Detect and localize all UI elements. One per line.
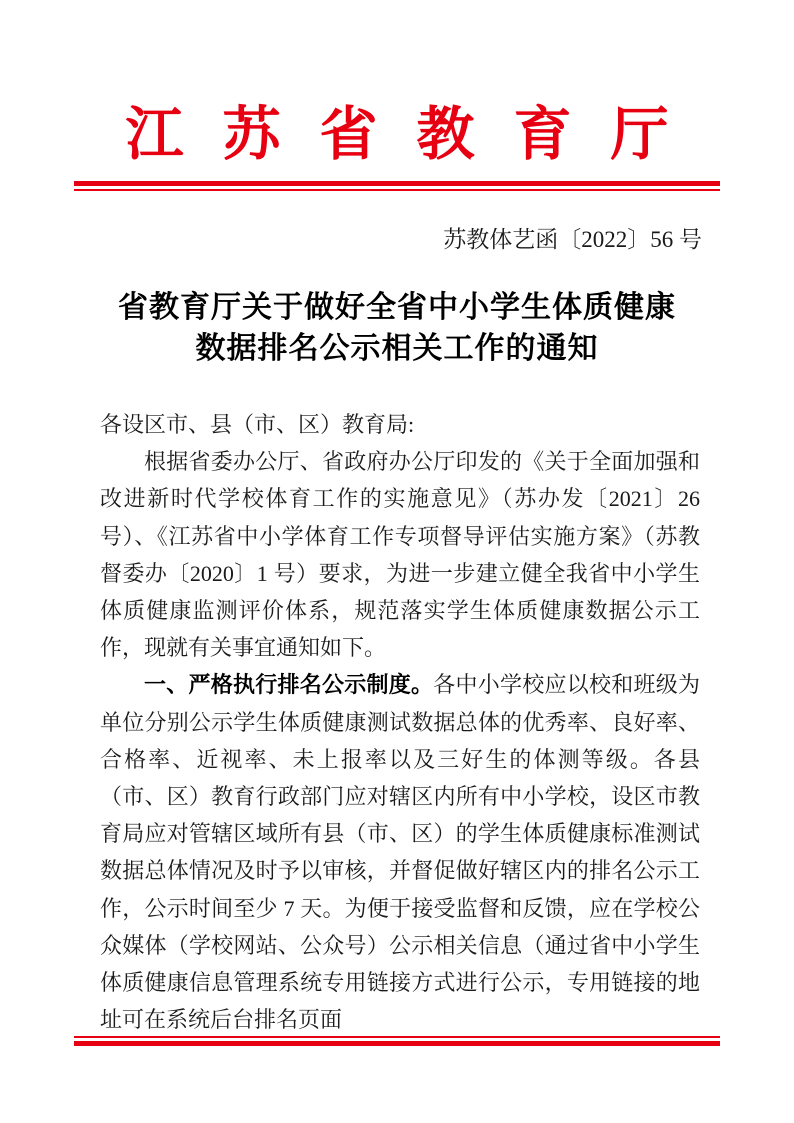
- letterhead: [0, 98, 794, 180]
- salutation: 各设区市、县（市、区）教育局:: [100, 412, 415, 437]
- paragraph-basis: 根据省委办公厅、省政府办公厅印发的《关于全面加强和改进新时代学校体育工作的实施意见》（苏办发〔2021〕26 号）、《江苏省中小学体育工作专项督导评估实施方案》（苏教督委办〔2020〕1 号）要求，为进一步建立健全我省中小学生体质健康监测评价体系，规范落实学生体质健康数据公示工作，现就有关事宜通知如下。: [100, 449, 700, 661]
- section1-text: 各中小学校应以校和班级为单位分别公示学生体质健康测试数据总体的优秀率、良好率、合格率、近视率、未上报率以及三好生的体测等级。各县（市、区）教育行政部门应对辖区内所有中小学校，设区市教育局应对管辖区域所有县（市、区）的学生体质健康标准测试数据总体情况及时予以审核，并督促做好辖区内的排名公示工作，公示时间至少 7 天。为便于接受监督和反馈，应在学校公众媒体（学校网站、公众号）公示相关信息（通过省中小学生体质健康信息管理系统专用链接方式进行公示，专用链接的地址可在系统后台排名页面: [100, 672, 700, 1033]
- footer-divider-thick-bar: [74, 1041, 720, 1046]
- document-body: [100, 406, 700, 1038]
- paragraph-section1: [100, 666, 700, 1038]
- document-number: 苏教体艺函〔2022〕56 号: [443, 227, 702, 252]
- divider-thin-bar: [74, 189, 720, 191]
- section1-heading: 一、严格执行排名公示制度。: [144, 672, 434, 698]
- letterhead-org-name: 江苏省教育厅: [125, 102, 708, 167]
- document-title-line1: 省教育厅关于做好全省中小学生体质健康: [118, 291, 676, 324]
- document-title-line2: 数据排名公示相关工作的通知: [195, 332, 599, 365]
- footer-divider: [74, 1036, 720, 1046]
- letterhead-divider: [74, 181, 720, 191]
- document-title: [0, 287, 794, 369]
